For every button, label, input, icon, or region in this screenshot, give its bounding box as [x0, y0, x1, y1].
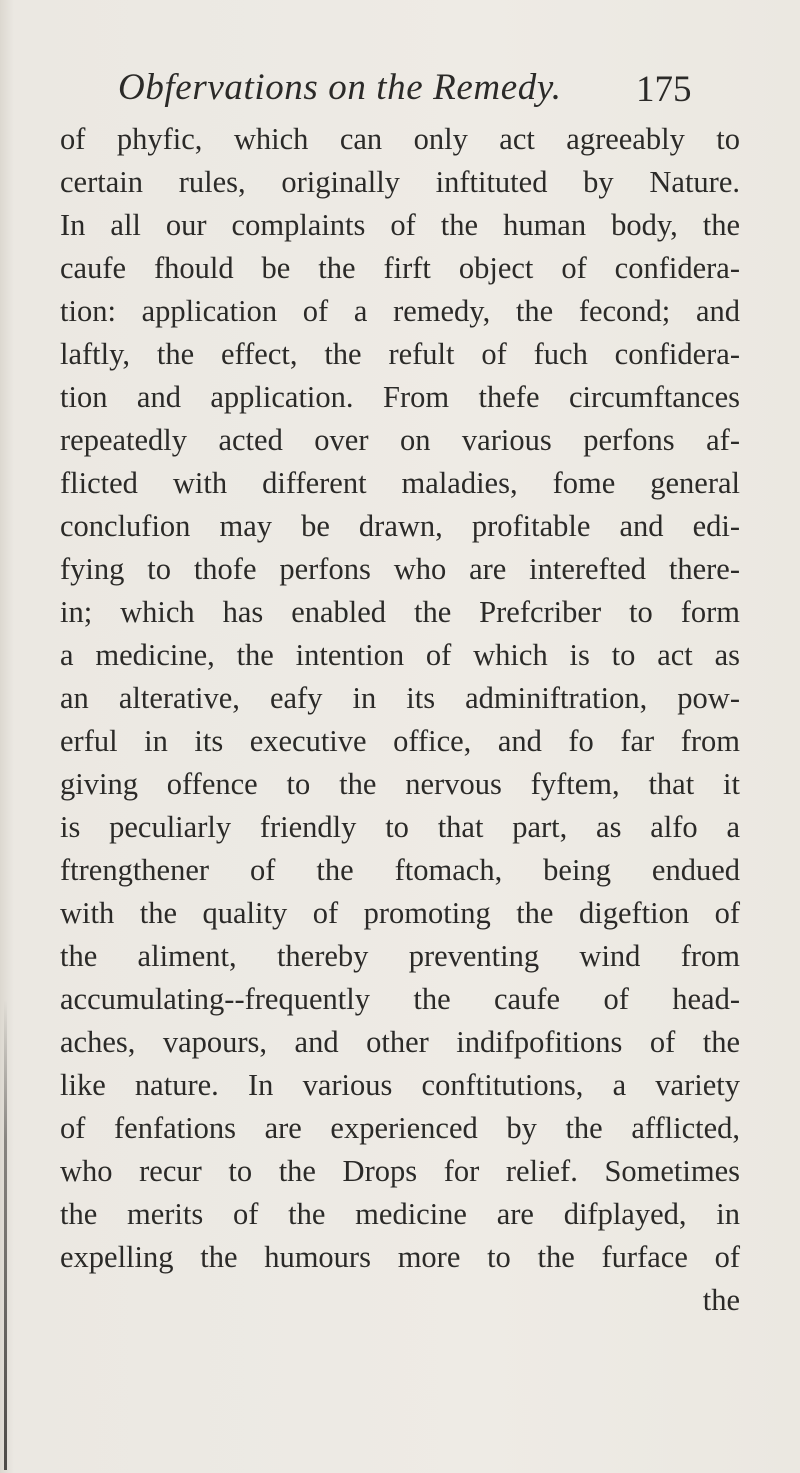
- text-line: ftrengthener of the ftomach, being endued: [60, 853, 740, 887]
- text-line: erful in its executive office, and fo far from: [60, 724, 740, 758]
- text-line: aches, vapours, and other indifpofitions of the: [60, 1025, 740, 1059]
- text-line: expelling the humours more to the furface of: [60, 1240, 740, 1274]
- text-line: accumulating--frequently the caufe of head-: [60, 982, 740, 1016]
- text-line: in; which has enabled the Prefcriber to form: [60, 595, 740, 629]
- text-line: of fenfations are experienced by the afflicted,: [60, 1111, 740, 1145]
- text-line: fying to thofe perfons who are interefted there-: [60, 552, 740, 586]
- page-number: 175: [636, 69, 692, 110]
- text-line: is peculiarly friendly to that part, as alfo a: [60, 810, 740, 844]
- text-line: giving offence to the nervous fyftem, that it: [60, 767, 740, 801]
- text-line: laftly, the effect, the refult of fuch confidera-: [60, 337, 740, 371]
- text-line: the merits of the medicine are difplayed, in: [60, 1197, 740, 1231]
- text-line: tion and application. From thefe circumftances: [60, 380, 740, 414]
- binding-shadow: [4, 1000, 7, 1470]
- text-line: tion: application of a remedy, the fecond; and: [60, 294, 740, 328]
- text-line: like nature. In various conftitutions, a variety: [60, 1068, 740, 1102]
- text-line: certain rules, originally inftituted by Nature.: [60, 165, 740, 199]
- text-line: In all our complaints of the human body, the: [60, 208, 740, 242]
- text-line: repeatedly acted over on various perfons af-: [60, 423, 740, 457]
- body-text: [60, 118, 740, 1322]
- catchword: the: [702, 1283, 740, 1317]
- text-line: caufe fhould be the firft object of confidera-: [60, 251, 740, 285]
- running-head: [0, 66, 800, 118]
- text-line: with the quality of promoting the digeftion of: [60, 896, 740, 930]
- text-line: who recur to the Drops for relief. Sometimes: [60, 1154, 740, 1188]
- text-line: an alterative, eafy in its adminiftration, pow-: [60, 681, 740, 715]
- running-title: Obfervations on the Remedy.: [118, 67, 562, 108]
- text-line: flicted with different maladies, fome general: [60, 466, 740, 500]
- text-line: conclufion may be drawn, profitable and edi-: [60, 509, 740, 543]
- text-line: of phyfic, which can only act agreeably to: [60, 122, 740, 156]
- text-line: a medicine, the intention of which is to act as: [60, 638, 740, 672]
- text-line: the aliment, thereby preventing wind from: [60, 939, 740, 973]
